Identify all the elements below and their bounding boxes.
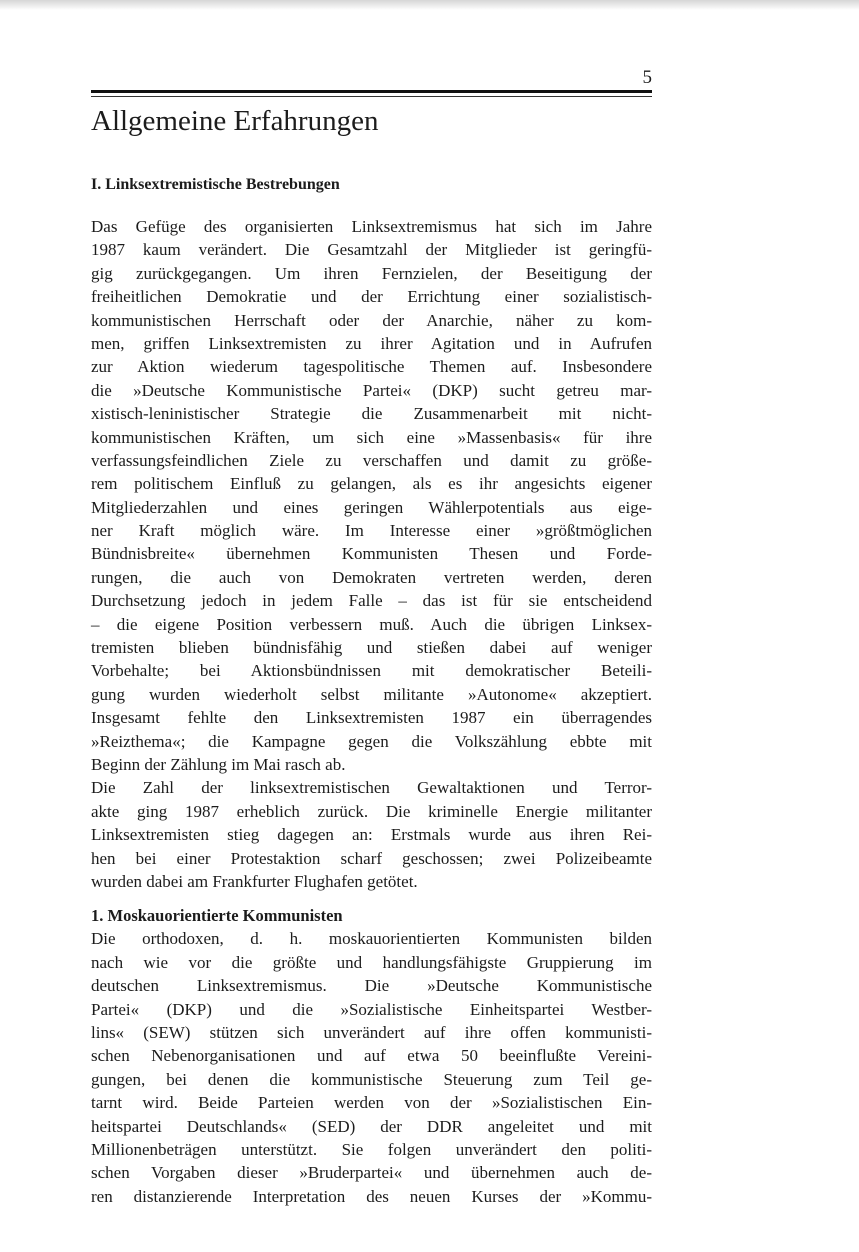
text-line: xistisch-leninistischer Strategie die Zusammenarbeit mit nicht- — [91, 404, 652, 424]
text-line: gung wurden wiederholt selbst militante »Autonome« akzeptiert. — [91, 684, 652, 704]
text-line: Insgesamt fehlte den Linksextremisten 1987 ein überragendes — [91, 708, 652, 728]
header-rule-thick — [91, 90, 652, 93]
text-line: deutschen Linksextremismus. Die »Deutsche Kommunistische — [91, 976, 652, 996]
subsection-heading: 1. Moskauorientierte Kommunisten — [91, 906, 343, 925]
text-line: gungen, bei denen die kommunistische Steuerung zum Teil ge- — [91, 1069, 652, 1089]
text-line: kommunistischen Kräften, um sich eine »Massenbasis« für ihre — [91, 427, 652, 447]
text-line: Mitgliederzahlen und eines geringen Wählerpotentials aus eige- — [91, 497, 652, 517]
text-line: Partei« (DKP) und die »Sozialistische Einheitspartei Westber- — [91, 999, 652, 1019]
text-line: – die eigene Position verbessern muß. Auch die übrigen Linksex- — [91, 614, 652, 634]
text-line: schen Nebenorganisationen und auf etwa 50 beeinflußte Vereini- — [91, 1046, 652, 1066]
text-line: verfassungsfeindlichen Ziele zu verschaffen und damit zu größe- — [91, 450, 652, 470]
text-line: lins« (SEW) stützen sich unverändert auf ihre offen kommunisti- — [91, 1022, 652, 1042]
text-line: kommunistischen Herrschaft oder der Anarchie, näher zu kom- — [91, 310, 652, 330]
paragraph-1 — [91, 215, 652, 893]
text-line: 1987 kaum verändert. Die Gesamtzahl der Mitglieder ist geringfü- — [91, 240, 652, 260]
text-line: Durchsetzung jedoch in jedem Falle – das ist für sie entscheidend — [91, 591, 652, 611]
text-line: »Reizthema«; die Kampagne gegen die Volkszählung ebbte mit — [91, 731, 652, 751]
text-line: tarnt wird. Beide Parteien werden von der »Sozialistischen Ein- — [91, 1093, 652, 1113]
scan-edge — [0, 0, 859, 10]
text-line: Vorbehalte; bei Aktionsbündnissen mit demokratischer Beteili- — [91, 661, 652, 681]
text-line: hen bei einer Protestaktion scharf geschossen; zwei Polizeibeamte — [91, 848, 652, 868]
text-line: gig zurückgegangen. Um ihren Fernzielen, der Beseitigung der — [91, 263, 652, 283]
text-line: Beginn der Zählung im Mai rasch ab. — [91, 754, 346, 774]
text-line: freiheitlichen Demokratie und der Errichtung einer sozialistisch- — [91, 287, 652, 307]
text-line: rem politischem Einfluß zu gelangen, als es ihr angesichts eigener — [91, 474, 652, 494]
text-line: Bündnisbreite« übernehmen Kommunisten Thesen und Forde- — [91, 544, 652, 564]
text-line: zur Aktion wiederum tagespolitische Themen auf. Insbesondere — [91, 357, 652, 377]
text-line: die »Deutsche Kommunistische Partei« (DKP) sucht getreu mar- — [91, 380, 652, 400]
text-line: tremisten blieben bündnisfähig und stießen dabei auf weniger — [91, 638, 652, 658]
text-line: ner Kraft möglich wäre. Im Interesse einer »größtmöglichen — [91, 521, 652, 541]
page-number: 5 — [642, 67, 652, 88]
text-line: akte ging 1987 erheblich zurück. Die kriminelle Energie militanter — [91, 801, 652, 821]
text-line: rungen, die auch von Demokraten vertreten werden, deren — [91, 567, 652, 587]
section-heading: I. Linksextremistische Bestrebungen — [91, 176, 340, 193]
text-line: men, griffen Linksextremisten zu ihrer Agitation und in Aufrufen — [91, 333, 652, 353]
text-line: nach wie vor die größte und handlungsfähigste Gruppierung im — [91, 952, 652, 972]
text-line: ren distanzierende Interpretation des neuen Kurses der »Kommu- — [91, 1186, 652, 1206]
text-line: schen Vorgaben dieser »Bruderpartei« und übernehmen auch de- — [91, 1163, 652, 1183]
text-line: Millionenbeträgen unterstützt. Sie folgen unverändert den politi- — [91, 1139, 652, 1159]
text-line: Linksextremisten stieg dagegen an: Erstmals wurde aus ihren Rei- — [91, 825, 652, 845]
chapter-title: Allgemeine Erfahrungen — [91, 105, 379, 137]
text-line: Das Gefüge des organisierten Linksextremismus hat sich im Jahre — [91, 217, 652, 236]
subsection-moskauorientierte-kommunisten — [91, 904, 652, 1208]
text-line: heitspartei Deutschlands« (SED) der DDR angeleitet und mit — [91, 1116, 652, 1136]
text-line: Die orthodoxen, d. h. moskauorientierten Kommunisten bilden — [91, 929, 652, 949]
text-line: Die Zahl der linksextremistischen Gewaltaktionen und Terror- — [91, 778, 652, 798]
text-line: wurden dabei am Frankfurter Flughafen getötet. — [91, 871, 418, 891]
header-rule-thin — [91, 96, 652, 97]
